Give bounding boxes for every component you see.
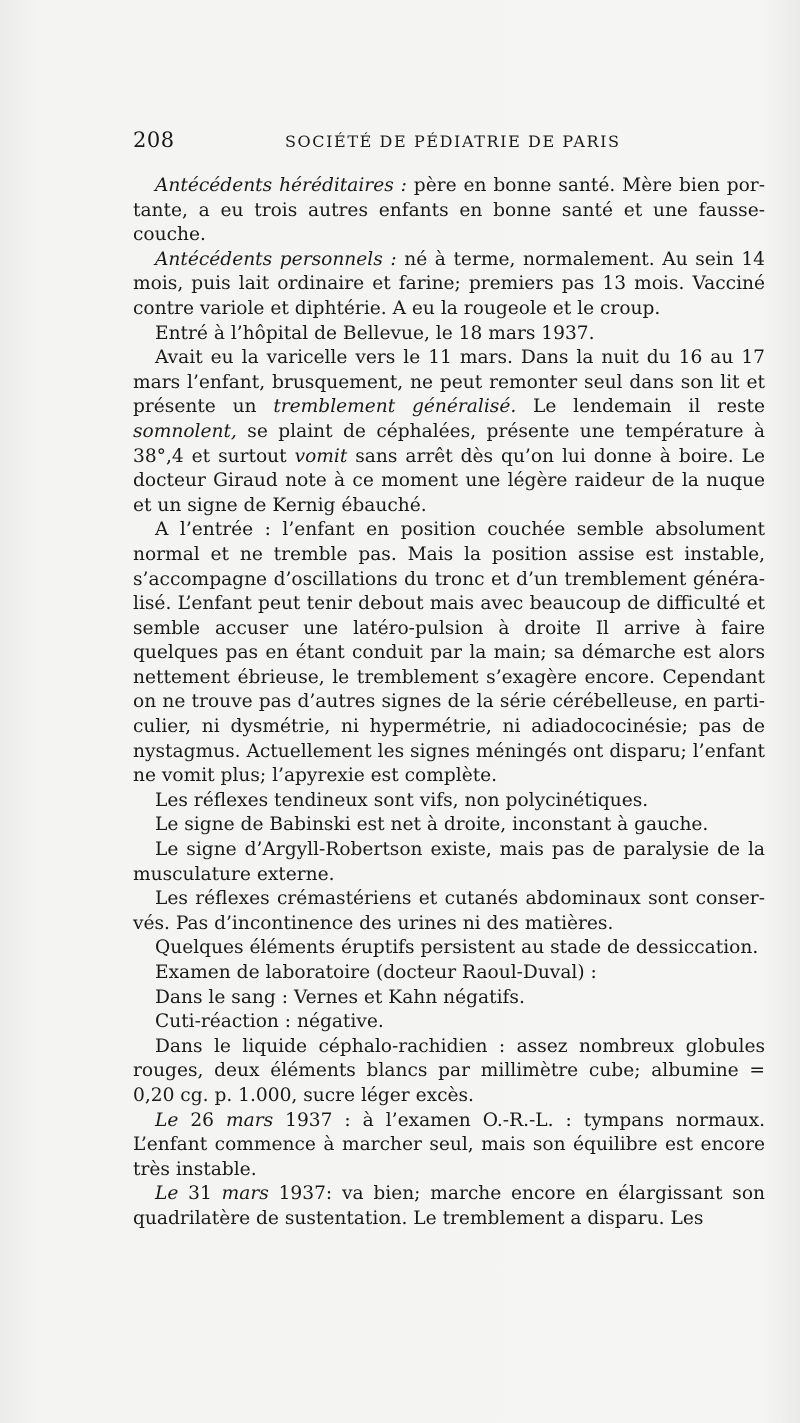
paragraph <box>133 838 765 887</box>
paragraph <box>133 961 765 986</box>
page-number: 208 <box>133 128 175 152</box>
paragraph <box>133 887 765 936</box>
text-segment: 26 <box>178 1109 226 1131</box>
text-segment: sans arrêt dès qu’on lui donne à boire. Le docteur Giraud note à ce moment une légère raideur de la nuque et un signe de Kernig ébauché. <box>133 445 765 516</box>
page-content <box>133 128 765 1232</box>
paragraph <box>133 1182 765 1231</box>
italic-text: Le <box>155 1109 179 1131</box>
paragraph <box>133 986 765 1011</box>
text-segment: 1937 : à l’examen O.-R.-L. : tympans normaux. L’enfant commence à marcher seul, mais son équilibre est encore très instable. <box>133 1109 765 1180</box>
paragraph <box>133 518 765 789</box>
paragraph <box>133 936 765 961</box>
italic-text: Antécédents personnels : <box>155 248 397 270</box>
text-segment: Quelques éléments éruptifs persistent au stade de dessiccation. <box>155 937 759 959</box>
paragraph <box>133 1035 765 1109</box>
text-segment: se plaint de céphalées, présente une température à 38°,4 et surtout <box>133 420 765 467</box>
body-text <box>133 174 765 1232</box>
text-segment: Le lendemain il reste <box>516 396 765 418</box>
italic-text: Le <box>155 1183 179 1205</box>
text-segment: Dans le sang : Vernes et Kahn négatifs. <box>155 986 525 1008</box>
running-head: SOCIÉTÉ DE PÉDIATRIE DE PARIS <box>285 132 621 151</box>
text-segment: né à terme, normalement. Au sein 14 mois, puis lait ordinaire et farine; premiers pas 13 mois. Vacciné contre variole et diphtérie. A eu la rougeole et le croup. <box>133 248 765 319</box>
text-segment: A l’entrée : l’enfant en position couchée semble absolument normal et ne tremble pas. Mais la position assise est instable, s’accompagne d’oscillations du tronc et d’un tremblement généralisé. L’enfant peut tenir debout mais avec beaucoup de difficulté et semble accuser une latéro-pulsion à droite Il arrive à faire quelques pas en étant conduit par la main; sa démarche est alors nettement ébrieuse, le tremblement s’exagère encore. Cependant on ne trouve pas d’autres signes de la série cérébelleuse, en particulier, ni dysmétrie, ni hypermétrie, ni adiadococinésie; pas de nystagmus. Actuellement les signes méningés ont disparu; l’enfant ne vomit plus; l’apyrexie est complète. <box>133 519 765 787</box>
text-segment: Le signe d’Argyll-Robertson existe, mais pas de paralysie de la musculature externe. <box>133 839 765 885</box>
italic-text: somnolent, <box>133 420 237 442</box>
text-segment: Examen de laboratoire (docteur Raoul-Duval) : <box>155 962 597 983</box>
text-segment: Le signe de Babinski est net à droite, inconstant à gauche. <box>155 814 709 836</box>
paragraph <box>133 248 765 322</box>
text-segment: Cuti-réaction : négative. <box>155 1011 384 1033</box>
text-segment: Les réflexes tendineux sont vifs, non polycinétiques. <box>155 789 649 811</box>
text-segment: Avait eu la varicelle vers le 11 mars. Dans la nuit du 16 au 17 mars l’enfant, brusquement, ne peut remonter seul dans son lit et présente un <box>133 347 765 418</box>
italic-text: Antécédents héréditaires : <box>155 175 407 196</box>
italic-text: vomit <box>294 445 348 467</box>
paragraph <box>133 322 765 347</box>
text-segment: Les réflexes crémastériens et cutanés abdominaux sont conservés. Pas d’incontinence des urines ni des matières. <box>133 888 765 934</box>
paragraph <box>133 1010 765 1035</box>
text-segment: Entré à l’hôpital de Bellevue, le 18 mars 1937. <box>155 322 595 344</box>
paragraph <box>133 346 765 518</box>
italic-text: mars <box>221 1183 269 1205</box>
paragraph <box>133 789 765 814</box>
page-header <box>133 128 765 158</box>
paragraph <box>133 813 765 838</box>
text-segment: 31 <box>178 1183 222 1205</box>
text-segment: 1937: va bien; marche encore en élargissant son quadrilatère de sustentation. Le tremblement a disparu. Les <box>133 1183 766 1229</box>
paragraph <box>133 1109 765 1183</box>
paragraph <box>133 174 765 248</box>
italic-text: mars <box>225 1109 274 1131</box>
italic-text: tremblement généralisé. <box>273 396 517 418</box>
text-segment: père en bonne santé. Mère bien portante, a eu trois autres enfants en bonne santé et une fausse-couche. <box>133 175 765 246</box>
text-segment: Dans le liquide céphalo-rachidien : assez nombreux globules rouges, deux éléments blancs par millimètre cube; albumine = 0,20 cg. p. 1.000, sucre léger excès. <box>133 1035 765 1106</box>
